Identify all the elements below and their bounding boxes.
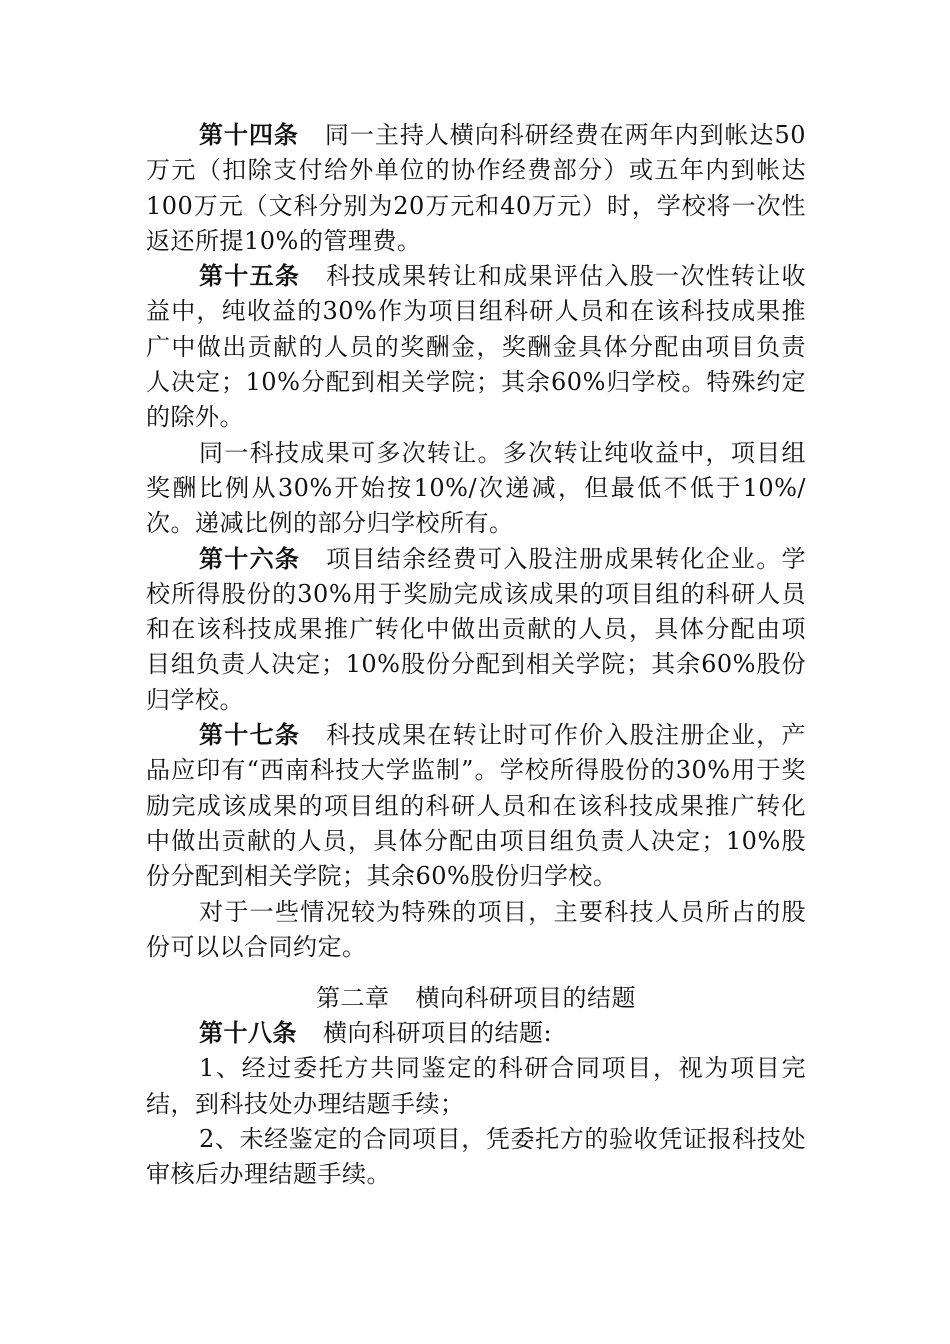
chapter-number: 第二章 [316, 984, 390, 1013]
article-18-text: 横向科研项目的结题: [323, 1019, 553, 1048]
article-14-text: 同一主持人横向科研经费在两年内到帐达50万元（扣除支付给外单位的协作经费部分）或五年内到帐达100万元（文科分别为20万元和40万元）时，学校将一次性返还所提10%的管理费。 [146, 121, 806, 255]
article-16-text: 项目结余经费可入股注册成果转化企业。学校所得股份的30%用于奖励完成该成果的项目组的科研人员和在该科技成果推广转化中做出贡献的人员，具体分配由项目组负责人决定；10%股份分配到相关学院；其余60%股份归学校。 [146, 544, 807, 714]
article-15-paragraph-2: 同一科技成果可多次转让。多次转让纯收益中，项目组奖酬比例从30%开始按10%/次递减，但最低不低于10%/次。递减比例的部分归学校所有。 [146, 438, 806, 538]
article-16-label: 第十六条 [199, 544, 301, 573]
article-18-label: 第十八条 [199, 1019, 297, 1048]
article-17-label: 第十七条 [199, 721, 301, 750]
article-15-text: 科技成果转让和成果评估入股一次性转让收益中，纯收益的30%作为项目组科研人员和在该科技成果推广中做出贡献的人员的奖酬金，奖酬金具体分配由项目负责人决定；10%分配到相关学院；其余60%归学校。特殊约定的除外。 [146, 262, 807, 432]
article-18 [146, 1016, 806, 1051]
article-17-paragraph-2: 对于一些情况较为特殊的项目，主要科技人员所占的股份可以以合同约定。 [146, 897, 806, 961]
article-14 [146, 118, 806, 259]
article-14-label: 第十四条 [199, 121, 299, 149]
article-17 [146, 718, 806, 894]
article-18-item-1: 1、经过委托方共同鉴定的科研合同项目，视为项目完结，到科技处办理结题手续； [146, 1054, 806, 1118]
article-16 [146, 542, 806, 718]
article-18-item-2: 2、未经鉴定的合同项目，凭委托方的验收凭证报科技处审核后办理结题手续。 [146, 1125, 806, 1189]
article-15 [146, 259, 806, 435]
article-17-text: 科技成果在转让时可作价入股注册企业，产品应印有“西南科技大学监制”。学校所得股份的30%用于奖励完成该成果的项目组的科研人员和在该科技成果推广转化中做出贡献的人员，具体分配由项目组负责人决定；10%股份分配到相关学院；其余60%股份归学校。 [146, 721, 807, 891]
document-page [146, 118, 806, 1193]
chapter-heading [146, 981, 806, 1016]
article-15-label: 第十五条 [199, 262, 301, 291]
chapter-title: 横向科研项目的结题 [415, 984, 636, 1013]
